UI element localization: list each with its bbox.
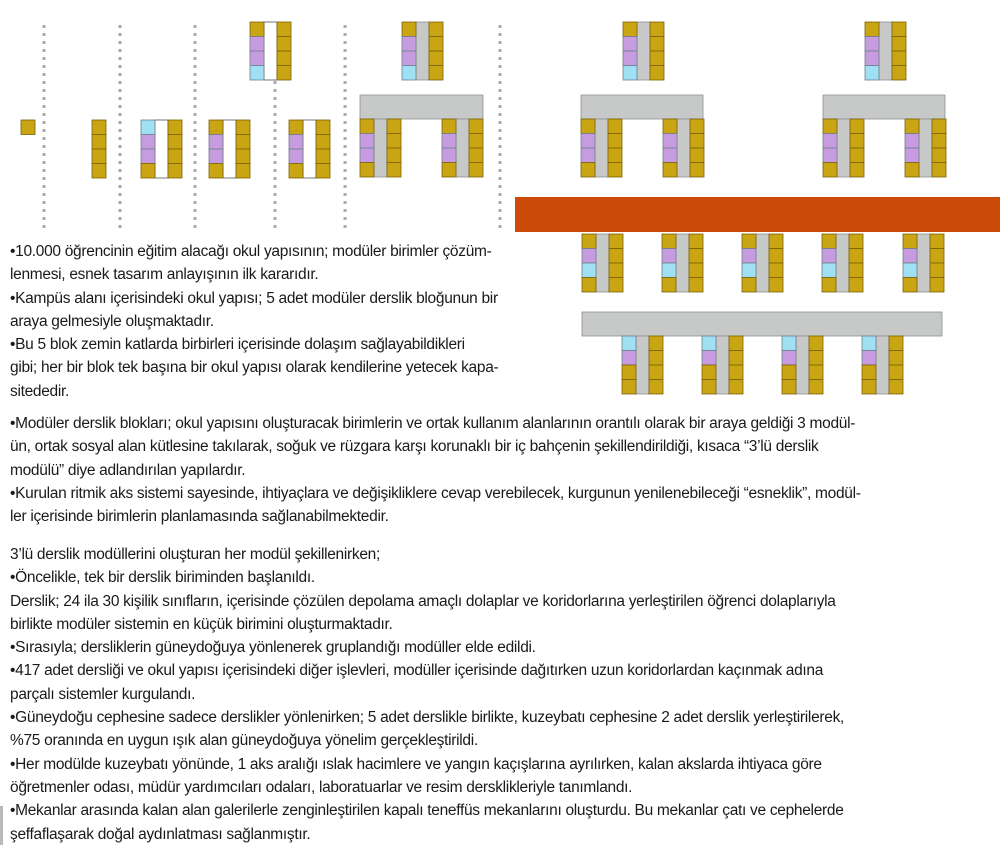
classroom-cell <box>581 119 595 134</box>
classroom-cell <box>469 163 483 178</box>
classroom-cell <box>277 66 291 81</box>
stair-cell <box>662 263 676 278</box>
text-line: ler içerisinde birimlerin planlamasında sağlanabilmektedir. <box>10 508 389 526</box>
classroom-cell <box>650 22 664 37</box>
classroom-cell <box>849 234 863 249</box>
service-cell <box>782 351 796 366</box>
classroom-cell <box>903 234 917 249</box>
service-cell <box>663 134 677 149</box>
classroom-cell <box>168 149 182 164</box>
service-cell <box>402 51 416 66</box>
classroom-cell <box>360 119 374 134</box>
classroom-cell <box>209 120 223 135</box>
classroom-cell <box>782 380 796 395</box>
classroom-cell <box>889 365 903 380</box>
classroom-cell <box>623 22 637 37</box>
classroom-cell <box>277 37 291 52</box>
corridor-strip <box>919 119 932 177</box>
stair-cell <box>622 336 636 351</box>
service-cell <box>822 249 836 264</box>
classroom-cell <box>690 163 704 178</box>
corridor-strip <box>876 336 889 394</box>
classroom-cell <box>360 163 374 178</box>
corridor-strip <box>677 119 690 177</box>
classroom-cell <box>849 263 863 278</box>
classroom-cell <box>729 365 743 380</box>
service-cell <box>250 37 264 52</box>
stair-cell <box>141 120 155 135</box>
stair-cell <box>582 263 596 278</box>
stair-cell <box>865 66 879 81</box>
module-process-paragraph <box>10 543 995 846</box>
classroom-cell <box>582 234 596 249</box>
corridor-strip <box>596 234 609 292</box>
text-line: gibi; her bir blok tek başına bir okul yapısı olarak kendilerine yetecek kapa- <box>10 359 499 377</box>
service-cell <box>360 134 374 149</box>
classroom-cell <box>622 380 636 395</box>
classroom-cell <box>387 148 401 163</box>
text-line: parçalı sistemler kurgulandı. <box>10 685 196 703</box>
text-line: •Her modülde kuzeybatı yönünde, 1 aks aralığı ıslak hacimlere ve yangın kaçışlarına ayrılırken, kalan akslarda ihtiyaca göre <box>10 755 822 773</box>
corridor-strip <box>837 119 850 177</box>
classroom-cell <box>236 135 250 150</box>
service-cell <box>823 148 837 163</box>
text-line: modülü” diye adlandırılan yapılardır. <box>10 461 246 479</box>
classroom-cell <box>822 234 836 249</box>
classroom-cell <box>250 22 264 37</box>
text-line: •Güneydoğu cephesine sadece derslikler yönlenirken; 5 adet derslikle birlikte, kuzeybatı cephesine 2 adet derslik yerleştirilerek, <box>10 709 845 727</box>
classroom-cell <box>690 148 704 163</box>
classroom-cell <box>469 134 483 149</box>
classroom-cell <box>21 120 35 135</box>
classroom-cell <box>469 148 483 163</box>
classroom-cell <box>387 119 401 134</box>
classroom-cell <box>316 135 330 150</box>
classroom-cell <box>892 66 906 81</box>
classroom-cell <box>609 263 623 278</box>
classroom-cell <box>729 336 743 351</box>
classroom-cell <box>892 22 906 37</box>
classroom-cell <box>823 163 837 178</box>
text-line: •Sırasıyla; dersliklerin güneydoğuya yönlenerek gruplandığı modüller elde edildi. <box>10 639 536 657</box>
classroom-cell <box>277 51 291 66</box>
text-line: •Mekanlar arasında kalan alan galerilerle zenginleştirilen kapalı teneffüs mekanlarını oluşturdu. Bu mekanlar çatı ve cephelerde <box>10 802 844 820</box>
classroom-cell <box>862 365 876 380</box>
text-line: Derslik; 24 ila 30 kişilik sınıfların, içerisinde çözülen depolama amaçlı dolaplar ve koridorlarına yerleştirilen öğrenci dolaplarıyla <box>10 592 836 610</box>
classroom-cell <box>289 164 303 179</box>
service-cell <box>581 134 595 149</box>
classroom-cell <box>649 365 663 380</box>
open-strip <box>264 22 277 80</box>
classroom-cell <box>92 149 106 164</box>
text-line: •10.000 öğrencinin eğitim alacağı okul yapısının; modüler birimler çözüm- <box>10 243 492 260</box>
stair-cell <box>822 263 836 278</box>
classroom-cell <box>689 234 703 249</box>
service-cell <box>742 249 756 264</box>
classroom-cell <box>92 120 106 135</box>
service-cell <box>141 135 155 150</box>
service-cell <box>360 148 374 163</box>
classroom-cell <box>930 234 944 249</box>
corridor-strip <box>595 119 608 177</box>
classroom-cell <box>316 164 330 179</box>
classroom-cell <box>650 37 664 52</box>
classroom-cell <box>662 278 676 293</box>
text-line: %75 oranında en uygun ışık alan güneydoğuya yönelim gerçekleştirildi. <box>10 732 478 750</box>
service-cell <box>209 149 223 164</box>
classroom-cell <box>387 163 401 178</box>
service-cell <box>905 148 919 163</box>
classroom-cell <box>930 263 944 278</box>
text-line: araya gelmesiyle oluşmaktadır. <box>10 312 214 330</box>
classroom-cell <box>92 164 106 179</box>
stair-cell <box>903 263 917 278</box>
classroom-cell <box>849 249 863 264</box>
stair-cell <box>742 263 756 278</box>
service-cell <box>582 249 596 264</box>
service-cell <box>865 37 879 52</box>
text-line: •Öncelikle, tek bir derslik biriminden başlanıldı. <box>10 569 315 587</box>
classroom-cell <box>822 278 836 293</box>
classroom-cell <box>316 120 330 135</box>
service-cell <box>702 351 716 366</box>
text-line: •Kampüs alanı içerisindeki okul yapısı; 5 adet modüler derslik bloğunun bir <box>10 289 498 307</box>
stair-cell <box>402 66 416 81</box>
corridor-hall <box>582 312 942 336</box>
classroom-cell <box>650 51 664 66</box>
service-cell <box>865 51 879 66</box>
open-strip <box>303 120 316 178</box>
classroom-cell <box>649 380 663 395</box>
text-line: 3’lü derslik modüllerini oluşturan her modül şekillenirken; <box>10 546 380 563</box>
classroom-cell <box>609 234 623 249</box>
corridor-strip <box>796 336 809 394</box>
service-cell <box>209 135 223 150</box>
classroom-cell <box>702 380 716 395</box>
classroom-cell <box>168 164 182 179</box>
classroom-cell <box>402 22 416 37</box>
text-line: sitededir. <box>10 382 70 400</box>
classroom-cell <box>849 278 863 293</box>
classroom-cell <box>932 148 946 163</box>
classroom-cell <box>316 149 330 164</box>
classroom-cell <box>809 351 823 366</box>
corridor-strip <box>374 119 387 177</box>
service-cell <box>250 51 264 66</box>
classroom-cell <box>905 119 919 134</box>
text-line: ün, ortak sosyal alan kütlesine takılarak, soğuk ve rüzgara karşı korunaklı bir iç bahçenin şekillendirildiği, kısaca “3’lü derslik <box>10 438 819 456</box>
classroom-cell <box>930 278 944 293</box>
text-line: •Bu 5 blok zemin katlarda birbirleri içerisinde dolaşım sağlayabildikleri <box>10 336 465 354</box>
service-cell <box>442 148 456 163</box>
open-strip <box>223 120 236 178</box>
classroom-cell <box>663 119 677 134</box>
intro-paragraph <box>10 240 570 403</box>
classroom-cell <box>289 120 303 135</box>
classroom-cell <box>809 365 823 380</box>
corridor-hall <box>823 95 945 119</box>
page-edge-marker <box>0 806 3 845</box>
classroom-cell <box>932 119 946 134</box>
classroom-cell <box>689 249 703 264</box>
social-area-band <box>515 197 1000 232</box>
classroom-cell <box>609 249 623 264</box>
classroom-cell <box>889 336 903 351</box>
stair-cell <box>782 336 796 351</box>
classroom-cell <box>862 380 876 395</box>
classroom-cell <box>850 134 864 149</box>
corridor-strip <box>676 234 689 292</box>
classroom-cell <box>429 66 443 81</box>
classroom-cell <box>892 51 906 66</box>
classroom-cell <box>769 234 783 249</box>
classroom-cell <box>442 163 456 178</box>
classroom-cell <box>905 163 919 178</box>
service-cell <box>442 134 456 149</box>
classroom-cell <box>609 278 623 293</box>
classroom-cell <box>809 380 823 395</box>
classroom-cell <box>650 66 664 81</box>
stair-cell <box>623 66 637 81</box>
classroom-cell <box>690 134 704 149</box>
classroom-cell <box>889 380 903 395</box>
text-line: •Kurulan ritmik aks sistemi sayesinde, ihtiyaçlara ve değişikliklere cevap verebilecek, kurgunun yenilenebileceği “esneklik”, modül- <box>10 484 861 502</box>
service-cell <box>623 51 637 66</box>
classroom-cell <box>729 380 743 395</box>
corridor-hall <box>360 95 483 119</box>
classroom-cell <box>236 164 250 179</box>
service-cell <box>662 249 676 264</box>
classroom-cell <box>622 365 636 380</box>
classroom-cell <box>582 278 596 293</box>
corridor-strip <box>637 22 650 80</box>
classroom-cell <box>608 119 622 134</box>
stair-cell <box>862 336 876 351</box>
service-cell <box>905 134 919 149</box>
classroom-cell <box>92 135 106 150</box>
classroom-cell <box>850 119 864 134</box>
classroom-cell <box>663 163 677 178</box>
classroom-cell <box>649 351 663 366</box>
classroom-cell <box>387 134 401 149</box>
classroom-cell <box>442 119 456 134</box>
corridor-strip <box>836 234 849 292</box>
classroom-cell <box>608 148 622 163</box>
classroom-cell <box>209 164 223 179</box>
classroom-cell <box>429 22 443 37</box>
classroom-cell <box>932 134 946 149</box>
classroom-cell <box>469 119 483 134</box>
corridor-strip <box>636 336 649 394</box>
module-description-paragraph <box>10 412 995 528</box>
stair-cell <box>250 66 264 81</box>
classroom-cell <box>690 119 704 134</box>
classroom-cell <box>782 365 796 380</box>
service-cell <box>141 149 155 164</box>
classroom-cell <box>742 234 756 249</box>
corridor-hall <box>581 95 703 119</box>
classroom-cell <box>769 249 783 264</box>
classroom-cell <box>608 163 622 178</box>
corridor-strip <box>756 234 769 292</box>
classroom-cell <box>689 278 703 293</box>
service-cell <box>823 134 837 149</box>
classroom-cell <box>850 163 864 178</box>
classroom-cell <box>168 120 182 135</box>
text-line: lenmesi, esnek tasarım anlayışının ilk kararıdır. <box>10 266 319 284</box>
classroom-cell <box>429 51 443 66</box>
classroom-cell <box>865 22 879 37</box>
corridor-strip <box>716 336 729 394</box>
text-line: •417 adet dersliği ve okul yapısı içerisindeki diğer işlevleri, modüller içerisinde dağıtırken uzun koridorlardan kaçınmak adına <box>10 662 824 680</box>
service-cell <box>903 249 917 264</box>
service-cell <box>663 148 677 163</box>
classroom-cell <box>930 249 944 264</box>
classroom-cell <box>823 119 837 134</box>
classroom-cell <box>429 37 443 52</box>
text-line: şeffaflaşarak doğal aydınlatması sağlanmıştır. <box>10 825 311 843</box>
corridor-strip <box>456 119 469 177</box>
open-strip <box>155 120 168 178</box>
corridor-strip <box>879 22 892 80</box>
service-cell <box>289 135 303 150</box>
classroom-cell <box>769 278 783 293</box>
classroom-cell <box>809 336 823 351</box>
classroom-cell <box>903 278 917 293</box>
corridor-strip <box>416 22 429 80</box>
service-cell <box>581 148 595 163</box>
classroom-cell <box>892 37 906 52</box>
classroom-cell <box>277 22 291 37</box>
service-cell <box>402 37 416 52</box>
text-line: •Modüler derslik blokları; okul yapısını oluşturacak birimlerin ve ortak kullanım alanlarının orantılı olarak bir araya geldiği 3 modül- <box>10 415 856 432</box>
classroom-cell <box>689 263 703 278</box>
classroom-cell <box>742 278 756 293</box>
classroom-cell <box>729 351 743 366</box>
classroom-cell <box>141 164 155 179</box>
text-line: öğretmenler odası, müdür yardımcıları odaları, laboratuarlar ve resim dersklikleriyle tanımlandı. <box>10 778 633 796</box>
classroom-cell <box>850 148 864 163</box>
classroom-cell <box>649 336 663 351</box>
service-cell <box>622 351 636 366</box>
classroom-cell <box>608 134 622 149</box>
service-cell <box>289 149 303 164</box>
classroom-cell <box>581 163 595 178</box>
classroom-cell <box>769 263 783 278</box>
corridor-strip <box>917 234 930 292</box>
stair-cell <box>702 336 716 351</box>
classroom-cell <box>889 351 903 366</box>
service-cell <box>623 37 637 52</box>
classroom-cell <box>662 234 676 249</box>
classroom-cell <box>168 135 182 150</box>
classroom-cell <box>932 163 946 178</box>
classroom-cell <box>236 149 250 164</box>
classroom-cell <box>236 120 250 135</box>
service-cell <box>862 351 876 366</box>
classroom-cell <box>702 365 716 380</box>
text-line: birlikte modüler sistemin en küçük birimini oluşturmaktadır. <box>10 615 393 633</box>
